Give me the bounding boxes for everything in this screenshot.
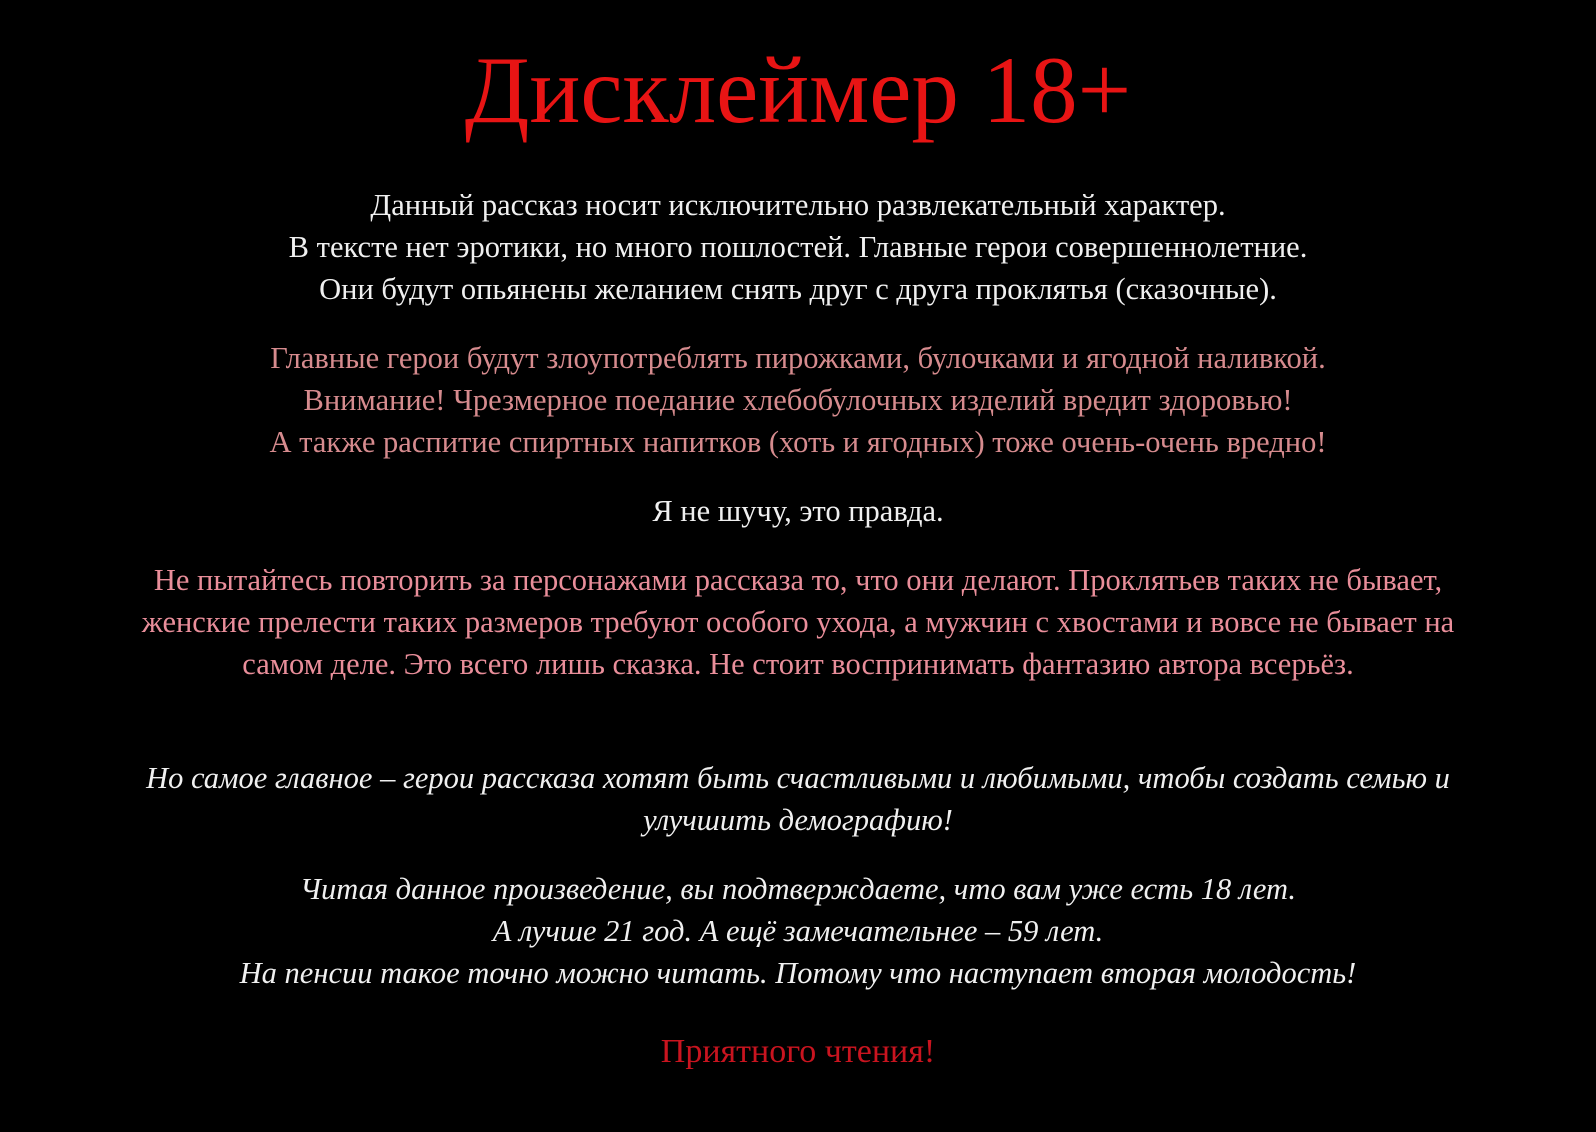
main-point-line-1: Но самое главное – герои рассказа хотят быть счастливыми и любимыми, чтобы создать семью и — [146, 761, 1450, 796]
intro-line-3: Они будут опьянены желанием снять друг с друга проклятья (сказочные). — [319, 272, 1277, 307]
intro-line-2: В тексте нет эротики, но много пошлостей. Главные герои совершеннолетние. — [288, 230, 1308, 265]
age-line-2: А лучше 21 год. А ещё замечательнее – 59 лет. — [492, 914, 1104, 949]
do-not-repeat-notice — [38, 559, 1558, 685]
page-title: Дисклеймер 18+ — [464, 37, 1132, 143]
age-line-1: Читая данное произведение, вы подтверждаете, что вам уже есть 18 лет. — [299, 872, 1297, 907]
notice-line-3: самом деле. Это всего лишь сказка. Не стоит воспринимать фантазию автора всерьёз. — [242, 647, 1354, 682]
closing-greeting: Приятного чтения! — [660, 1033, 936, 1071]
main-point-line-2: улучшить демографию! — [643, 803, 953, 838]
health-warning-paragraph — [38, 337, 1558, 463]
warning-line-3: А также распитие спиртных напитков (хоть и ягодных) тоже очень-очень вредно! — [269, 425, 1327, 460]
serious-note: Я не шучу, это правда. — [652, 494, 944, 529]
intro-line-1: Данный рассказ носит исключительно развлекательный характер. — [370, 188, 1226, 223]
intro-paragraph — [38, 184, 1558, 310]
warning-line-1: Главные герои будут злоупотреблять пирожками, булочками и ягодной наливкой. — [270, 341, 1326, 376]
age-line-3: На пенсии такое точно можно читать. Потому что наступает вторая молодость! — [239, 956, 1357, 991]
warning-line-2: Внимание! Чрезмерное поедание хлебобулочных изделий вредит здоровью! — [303, 383, 1293, 418]
age-confirmation-paragraph — [38, 868, 1558, 994]
notice-line-2: женские прелести таких размеров требуют особого ухода, а мужчин с хвостами и вовсе не бывает на — [141, 605, 1455, 640]
main-point-paragraph — [38, 757, 1558, 841]
notice-line-1: Не пытайтесь повторить за персонажами рассказа то, что они делают. Проклятьев таких не бывает, — [153, 563, 1443, 598]
